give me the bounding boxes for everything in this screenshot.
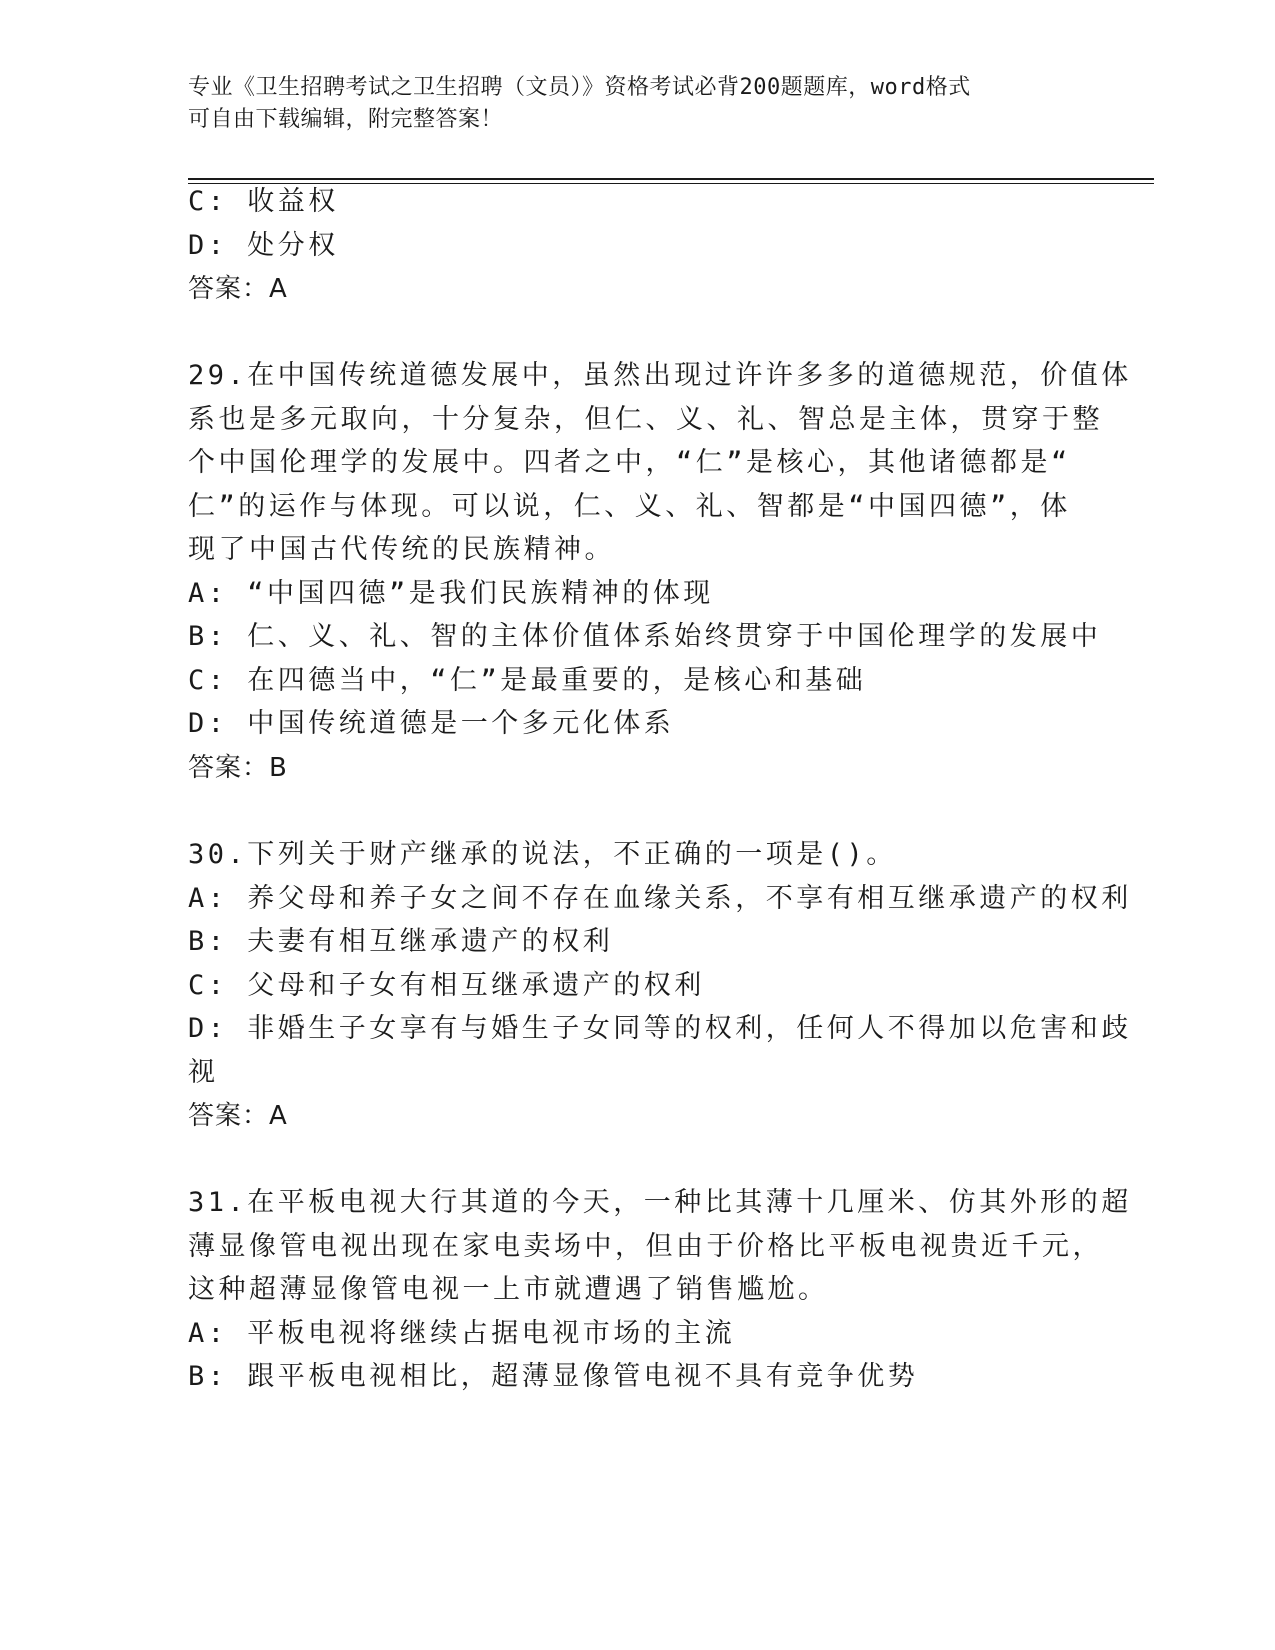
q29-stem-line-1: 29.在中国传统道德发展中，虽然出现过许许多多的道德规范，价值体 [188,360,1132,391]
q30-option-d-line-1: D: 非婚生子女享有与婚生子女同等的权利，任何人不得加以危害和歧 [188,1013,1132,1044]
q30-stem: 30.下列关于财产继承的说法，不正确的一项是()。 [188,839,897,870]
q29-option-d: D: 中国传统道德是一个多元化体系 [188,708,675,739]
q31-stem-line-3: 这种超薄显像管电视一上市就遭遇了销售尴尬。 [188,1274,829,1305]
q31-stem-line-2: 薄显像管电视出现在家电卖场中，但由于价格比平板电视贵近千元， [188,1231,1103,1262]
q29-stem-line-2: 系也是多元取向，十分复杂，但仁、义、礼、智总是主体，贯穿于整 [188,404,1103,435]
q30-option-c: C: 父母和子女有相互继承遗产的权利 [188,970,705,1001]
q30-answer: 答案：A [188,1101,288,1131]
q29-stem-line-3: 个中国伦理学的发展中。四者之中，“仁”是核心，其他诸德都是“ [188,447,1071,478]
q30-option-d-line-2: 视 [188,1057,219,1088]
q29-option-a: A: “中国四德”是我们民族精神的体现 [188,578,714,609]
q31-option-b: B: 跟平板电视相比，超薄显像管电视不具有竞争优势 [188,1361,919,1392]
q29-option-b: B: 仁、义、礼、智的主体价值体系始终贯穿于中国伦理学的发展中 [188,621,1102,652]
document-header [188,72,1068,136]
q31-option-a: A: 平板电视将继续占据电视市场的主流 [188,1318,736,1349]
q29-stem-line-5: 现了中国古代传统的民族精神。 [188,534,615,565]
header-title-line-2: 可自由下载编辑，附完整答案！ [188,107,504,132]
q29-answer: 答案：B [188,753,288,783]
q29-option-c: C: 在四德当中，“仁”是最重要的，是核心和基础 [188,665,867,696]
q30-option-b: B: 夫妻有相互继承遗产的权利 [188,926,614,957]
q28-option-d: D: 处分权 [188,230,339,261]
q28-answer: 答案：A [188,274,288,304]
q28-option-c: C: 收益权 [188,186,339,217]
header-title-line-1: 专业《卫生招聘考试之卫生招聘（文员）》资格考试必背200题题库，word格式 [188,75,971,100]
q31-stem-line-1: 31.在平板电视大行其道的今天，一种比其薄十几厘米、仿其外形的超 [188,1187,1132,1218]
q30-option-a: A: 养父母和养子女之间不存在血缘关系，不享有相互继承遗产的权利 [188,883,1132,914]
q29-stem-line-4: 仁”的运作与体现。可以说，仁、义、礼、智都是“中国四德”，体 [188,491,1071,522]
